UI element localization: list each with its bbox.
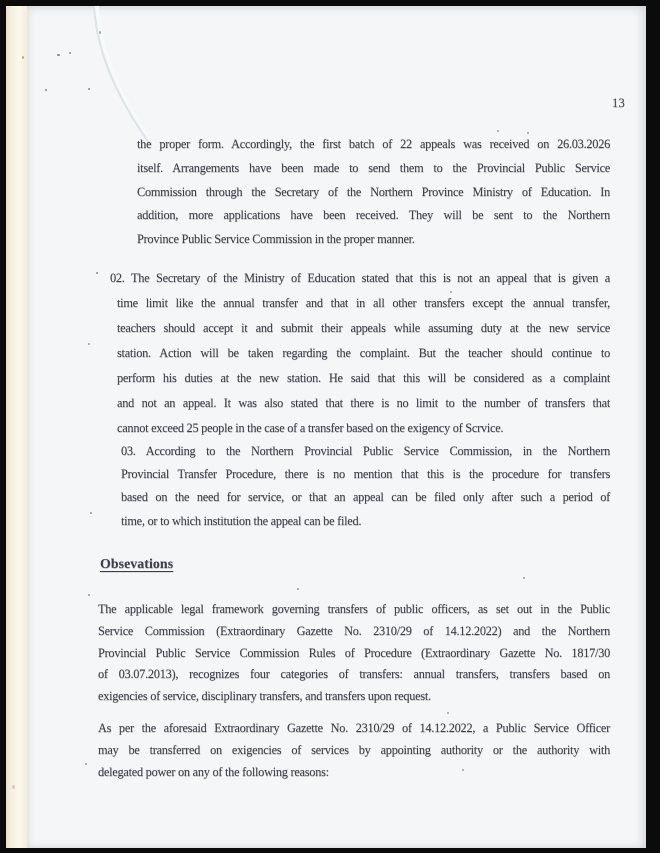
text-line: time limit like the annual transfer and that in all other transfers except the annual transfer, — [117, 296, 610, 310]
text-line: Provincial Public Service Commission Rules of Procedure (Extraordinary Gazette No. 1817/30 — [98, 645, 610, 660]
text-line: Provincial Transfer Procedure, there is no mention that this is the procedure for transfers — [121, 467, 610, 482]
text-line: may be transferred on exigencies of services by appointing authority or the authority with — [98, 742, 610, 757]
scan-speck — [88, 343, 90, 345]
scan-speck — [12, 785, 15, 789]
item-number: 02. — [110, 271, 125, 285]
page-number: 13 — [612, 96, 625, 110]
scan-speck — [22, 56, 24, 59]
text-line: delegated power on any of the following reasons: — [98, 764, 329, 779]
text-line: station. Action will be taken regarding the complaint. But the teacher should continue to — [117, 346, 610, 360]
scan-speck — [523, 577, 525, 579]
text-line: based on the need for service, or that an appeal can be filed only after such a period of — [121, 490, 610, 505]
text-line: cannot exceed 25 people in the case of a transfer based on the exigency of Scrvice. — [117, 421, 504, 435]
scan-speck — [45, 89, 47, 91]
text-line: and not an appeal. It was also stated that there is no limit to the number of transfers that — [117, 396, 610, 410]
text-line — [121, 440, 610, 463]
text-line — [110, 266, 610, 291]
text-line: Commission through the Secretary of the Northern Province Ministry of Education. In — [137, 184, 610, 199]
scan-speck — [297, 588, 299, 590]
page-edge-strip — [6, 6, 27, 848]
text-line: Service Commission (Extraordinary Gazette No. 2310/29 of 14.12.2022) and the Northern — [98, 623, 610, 638]
numbered-item-02 — [110, 266, 610, 441]
text-line: As per the aforesaid Extraordinary Gazette No. 2310/29 of 14.12.2022, a Public Service Officer — [98, 721, 610, 735]
text-line: addition, more applications have been received. They will be sent to the Northern — [137, 208, 610, 223]
scan-speck — [85, 763, 87, 765]
scan-speck — [90, 512, 92, 514]
text-line: time, or to which institution the appeal can be filed. — [121, 513, 362, 528]
scan-speck — [88, 594, 90, 596]
scan-speck — [69, 52, 71, 54]
item-text: The Secretary of the Ministry of Education stated that this is not an appeal that is given a — [131, 271, 610, 285]
text-line: teachers should accept it and submit their appeals while assuming duty at the new service — [117, 321, 610, 335]
text-line: the proper form. Accordingly, the first batch of 22 appeals was received on 26.03.2026 — [137, 137, 610, 151]
section-heading: Obsevations — [100, 556, 174, 571]
item-text: According to the Northern Provincial Public Service Commission, in the Northern — [145, 444, 610, 458]
scan-speck — [57, 54, 60, 56]
scan-speck — [99, 31, 101, 34]
scan-speck — [96, 272, 98, 274]
observations-paragraph-2 — [98, 718, 610, 783]
text-line: perform his duties at the new station. He said that this will be considered as a complaint — [117, 371, 610, 385]
scan-speck — [497, 130, 499, 132]
numbered-item-03 — [121, 440, 610, 533]
text-line: itself. Arrangements have been made to send them to the Provincial Public Service — [137, 160, 610, 175]
scan-speck — [447, 712, 449, 714]
text-line: of 03.07.2013), recognizes four categories of transfers: annual transfers, transfers based on — [98, 667, 610, 682]
item-number: 03. — [121, 444, 136, 458]
scan-speck — [88, 88, 90, 90]
observations-paragraph-1 — [98, 599, 610, 708]
text-line: exigencies of service, disciplinary transfers, and transfers upon request. — [98, 689, 431, 704]
text-line: The applicable legal framework governing transfers of public officers, as set out in the Public — [98, 602, 610, 616]
continuation-paragraph — [137, 133, 610, 252]
text-line: Province Public Service Commission in the proper manner. — [137, 232, 415, 247]
